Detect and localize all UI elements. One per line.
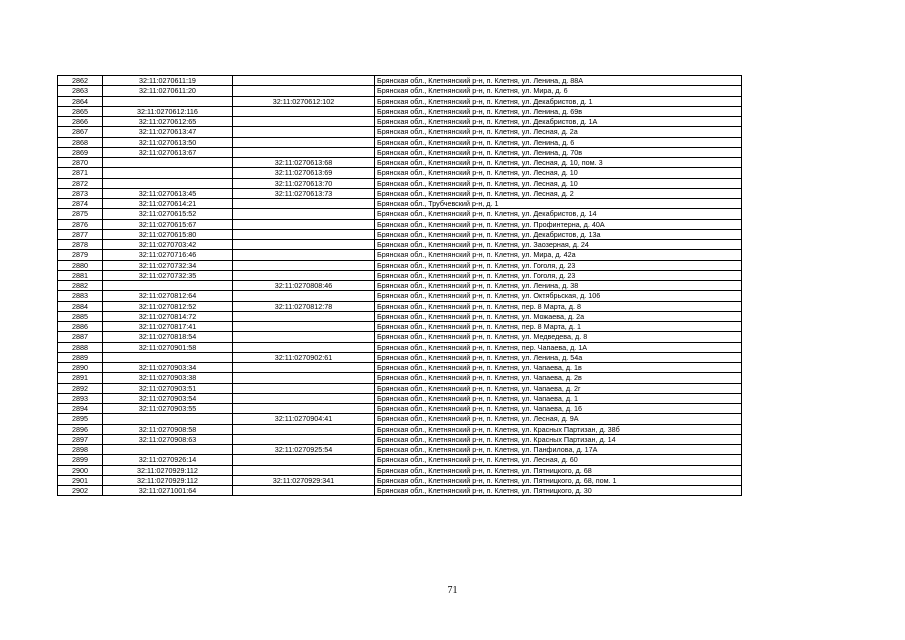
row-number-cell: 2881 (58, 270, 103, 280)
land-cadastral-number-cell: 32:11:0270611:20 (103, 86, 233, 96)
table-row (58, 455, 742, 465)
address-cell: Брянская обл., Клетнянский р-н, п. Клетня, пер. Чапаева, д. 1А (375, 342, 742, 352)
land-cadastral-number-cell: 32:11:0270903:55 (103, 404, 233, 414)
object-cadastral-number-cell: 32:11:0270613:73 (233, 188, 375, 198)
address-cell: Брянская обл., Клетнянский р-н, п. Клетня, ул. Декабристов, д. 1А (375, 117, 742, 127)
address-cell: Брянская обл., Клетнянский р-н, п. Клетня, ул. Красных Партизан, д. 38б (375, 424, 742, 434)
land-cadastral-number-cell: 32:11:0270814:72 (103, 311, 233, 321)
address-cell: Брянская обл., Клетнянский р-н, п. Клетня, ул. Чапаева, д. 1в (375, 363, 742, 373)
address-cell: Брянская обл., Клетнянский р-н, п. Клетня, пер. 8 Марта, д. 1 (375, 322, 742, 332)
row-number-cell: 2876 (58, 219, 103, 229)
row-number-cell: 2896 (58, 424, 103, 434)
land-cadastral-number-cell: 32:11:0270613:50 (103, 137, 233, 147)
object-cadastral-number-cell (233, 332, 375, 342)
address-cell: Брянская обл., Клетнянский р-н, п. Клетня, ул. Чапаева, д. 1 (375, 393, 742, 403)
row-number-cell: 2875 (58, 209, 103, 219)
row-number-cell: 2889 (58, 352, 103, 362)
land-cadastral-number-cell: 32:11:0270613:67 (103, 147, 233, 157)
table-row (58, 240, 742, 250)
table-row (58, 311, 742, 321)
object-cadastral-number-cell: 32:11:0270612:102 (233, 96, 375, 106)
land-cadastral-number-cell: 32:11:0270812:64 (103, 291, 233, 301)
address-cell: Брянская обл., Клетнянский р-н, п. Клетня, ул. Ленина, д. 88А (375, 76, 742, 86)
object-cadastral-number-cell (233, 404, 375, 414)
object-cadastral-number-cell (233, 137, 375, 147)
object-cadastral-number-cell (233, 311, 375, 321)
table-row (58, 250, 742, 260)
land-cadastral-number-cell: 32:11:0270817:41 (103, 322, 233, 332)
address-cell: Брянская обл., Клетнянский р-н, п. Клетня, ул. Декабристов, д. 1 (375, 96, 742, 106)
table-row (58, 465, 742, 475)
row-number-cell: 2898 (58, 445, 103, 455)
row-number-cell: 2872 (58, 178, 103, 188)
table-row (58, 445, 742, 455)
object-cadastral-number-cell (233, 106, 375, 116)
row-number-cell: 2890 (58, 363, 103, 373)
registry-table-body (58, 76, 742, 496)
address-cell: Брянская обл., Клетнянский р-н, п. Клетня, ул. Гоголя, д. 23 (375, 270, 742, 280)
row-number-cell: 2885 (58, 311, 103, 321)
object-cadastral-number-cell (233, 486, 375, 496)
address-cell: Брянская обл., Клетнянский р-н, п. Клетня, ул. Профинтерна, д. 40А (375, 219, 742, 229)
table-row (58, 199, 742, 209)
address-cell: Брянская обл., Клетнянский р-н, п. Клетня, ул. Лесная, д. 10 (375, 168, 742, 178)
table-row (58, 414, 742, 424)
table-row (58, 352, 742, 362)
table-row (58, 363, 742, 373)
object-cadastral-number-cell (233, 424, 375, 434)
address-cell: Брянская обл., Клетнянский р-н, п. Клетня, ул. Гоголя, д. 23 (375, 260, 742, 270)
table-row (58, 393, 742, 403)
row-number-cell: 2874 (58, 199, 103, 209)
land-cadastral-number-cell: 32:11:0271001:64 (103, 486, 233, 496)
address-cell: Брянская обл., Клетнянский р-н, п. Клетня, ул. Чапаева, д. 2в (375, 373, 742, 383)
land-cadastral-number-cell: 32:11:0270903:54 (103, 393, 233, 403)
table-row (58, 475, 742, 485)
object-cadastral-number-cell (233, 434, 375, 444)
row-number-cell: 2865 (58, 106, 103, 116)
object-cadastral-number-cell (233, 76, 375, 86)
land-cadastral-number-cell (103, 445, 233, 455)
table-row (58, 168, 742, 178)
table-row (58, 322, 742, 332)
row-number-cell: 2893 (58, 393, 103, 403)
land-cadastral-number-cell (103, 352, 233, 362)
object-cadastral-number-cell (233, 250, 375, 260)
land-cadastral-number-cell: 32:11:0270929:112 (103, 475, 233, 485)
table-row (58, 342, 742, 352)
land-cadastral-number-cell: 32:11:0270903:38 (103, 373, 233, 383)
object-cadastral-number-cell (233, 117, 375, 127)
table-row (58, 486, 742, 496)
land-cadastral-number-cell (103, 158, 233, 168)
land-cadastral-number-cell (103, 281, 233, 291)
address-cell: Брянская обл., Клетнянский р-н, п. Клетня, ул. Октябрьская, д. 106 (375, 291, 742, 301)
object-cadastral-number-cell (233, 291, 375, 301)
row-number-cell: 2891 (58, 373, 103, 383)
address-cell: Брянская обл., Клетнянский р-н, п. Клетня, ул. Чапаева, д. 16 (375, 404, 742, 414)
land-cadastral-number-cell: 32:11:0270612:65 (103, 117, 233, 127)
object-cadastral-number-cell: 32:11:0270613:69 (233, 168, 375, 178)
table-row (58, 281, 742, 291)
table-row (58, 332, 742, 342)
table-row (58, 127, 742, 137)
object-cadastral-number-cell (233, 383, 375, 393)
object-cadastral-number-cell: 32:11:0270613:70 (233, 178, 375, 188)
row-number-cell: 2894 (58, 404, 103, 414)
address-cell: Брянская обл., Клетнянский р-н, п. Клетня, ул. Чапаева, д. 2г (375, 383, 742, 393)
row-number-cell: 2883 (58, 291, 103, 301)
address-cell: Брянская обл., Клетнянский р-н, п. Клетня, ул. Медведева, д. 8 (375, 332, 742, 342)
land-cadastral-number-cell: 32:11:0270615:80 (103, 229, 233, 239)
object-cadastral-number-cell (233, 322, 375, 332)
table-row (58, 178, 742, 188)
row-number-cell: 2873 (58, 188, 103, 198)
row-number-cell: 2868 (58, 137, 103, 147)
table-row (58, 434, 742, 444)
table-row (58, 137, 742, 147)
table-row (58, 117, 742, 127)
table-row (58, 96, 742, 106)
table-row (58, 158, 742, 168)
row-number-cell: 2878 (58, 240, 103, 250)
object-cadastral-number-cell (233, 465, 375, 475)
land-cadastral-number-cell: 32:11:0270929:112 (103, 465, 233, 475)
address-cell: Брянская обл., Трубчевский р-н, д. 1 (375, 199, 742, 209)
object-cadastral-number-cell: 32:11:0270613:68 (233, 158, 375, 168)
land-cadastral-number-cell: 32:11:0270716:46 (103, 250, 233, 260)
land-cadastral-number-cell: 32:11:0270611:19 (103, 76, 233, 86)
row-number-cell: 2870 (58, 158, 103, 168)
table-row (58, 86, 742, 96)
table-row (58, 404, 742, 414)
object-cadastral-number-cell (233, 229, 375, 239)
row-number-cell: 2866 (58, 117, 103, 127)
table-row (58, 373, 742, 383)
table-row (58, 209, 742, 219)
land-cadastral-number-cell (103, 96, 233, 106)
address-cell: Брянская обл., Клетнянский р-н, п. Клетня, ул. Ленина, д. 69в (375, 106, 742, 116)
object-cadastral-number-cell (233, 219, 375, 229)
land-cadastral-number-cell: 32:11:0270903:51 (103, 383, 233, 393)
table-row (58, 188, 742, 198)
address-cell: Брянская обл., Клетнянский р-н, п. Клетня, ул. Мира, д. 6 (375, 86, 742, 96)
row-number-cell: 2897 (58, 434, 103, 444)
table-row (58, 147, 742, 157)
address-cell: Брянская обл., Клетнянский р-н, п. Клетня, ул. Лесная, д. 10 (375, 178, 742, 188)
table-row (58, 229, 742, 239)
object-cadastral-number-cell (233, 363, 375, 373)
object-cadastral-number-cell (233, 342, 375, 352)
table-row (58, 219, 742, 229)
object-cadastral-number-cell: 32:11:0270812:78 (233, 301, 375, 311)
land-cadastral-number-cell: 32:11:0270903:34 (103, 363, 233, 373)
address-cell: Брянская обл., Клетнянский р-н, п. Клетня, ул. Пятницкого, д. 68, пом. 1 (375, 475, 742, 485)
object-cadastral-number-cell: 32:11:0270929:341 (233, 475, 375, 485)
land-cadastral-number-cell: 32:11:0270614:21 (103, 199, 233, 209)
object-cadastral-number-cell (233, 260, 375, 270)
row-number-cell: 2886 (58, 322, 103, 332)
table-row (58, 301, 742, 311)
row-number-cell: 2869 (58, 147, 103, 157)
row-number-cell: 2895 (58, 414, 103, 424)
table-row (58, 106, 742, 116)
row-number-cell: 2900 (58, 465, 103, 475)
object-cadastral-number-cell (233, 127, 375, 137)
address-cell: Брянская обл., Клетнянский р-н, п. Клетня, ул. Декабристов, д. 14 (375, 209, 742, 219)
row-number-cell: 2882 (58, 281, 103, 291)
address-cell: Брянская обл., Клетнянский р-н, п. Клетня, ул. Декабристов, д. 13а (375, 229, 742, 239)
address-cell: Брянская обл., Клетнянский р-н, п. Клетня, ул. Ленина, д. 54а (375, 352, 742, 362)
land-cadastral-number-cell: 32:11:0270901:58 (103, 342, 233, 352)
object-cadastral-number-cell: 32:11:0270808:46 (233, 281, 375, 291)
address-cell: Брянская обл., Клетнянский р-н, п. Клетня, ул. Лесная, д. 2а (375, 127, 742, 137)
row-number-cell: 2884 (58, 301, 103, 311)
object-cadastral-number-cell (233, 209, 375, 219)
row-number-cell: 2867 (58, 127, 103, 137)
address-cell: Брянская обл., Клетнянский р-н, п. Клетня, ул. Мира, д. 42а (375, 250, 742, 260)
address-cell: Брянская обл., Клетнянский р-н, п. Клетня, ул. Лесная, д. 2 (375, 188, 742, 198)
land-cadastral-number-cell: 32:11:0270732:34 (103, 260, 233, 270)
object-cadastral-number-cell: 32:11:0270925:54 (233, 445, 375, 455)
address-cell: Брянская обл., Клетнянский р-н, п. Клетня, пер. 8 Марта, д. 8 (375, 301, 742, 311)
table-row (58, 383, 742, 393)
land-cadastral-number-cell: 32:11:0270926:14 (103, 455, 233, 465)
object-cadastral-number-cell (233, 240, 375, 250)
row-number-cell: 2901 (58, 475, 103, 485)
object-cadastral-number-cell: 32:11:0270902:61 (233, 352, 375, 362)
object-cadastral-number-cell (233, 270, 375, 280)
land-cadastral-number-cell: 32:11:0270703:42 (103, 240, 233, 250)
land-cadastral-number-cell: 32:11:0270908:58 (103, 424, 233, 434)
object-cadastral-number-cell (233, 455, 375, 465)
object-cadastral-number-cell (233, 373, 375, 383)
row-number-cell: 2892 (58, 383, 103, 393)
table-row (58, 270, 742, 280)
address-cell: Брянская обл., Клетнянский р-н, п. Клетня, ул. Можаева, д. 2а (375, 311, 742, 321)
object-cadastral-number-cell (233, 147, 375, 157)
table-row (58, 424, 742, 434)
object-cadastral-number-cell (233, 393, 375, 403)
land-cadastral-number-cell: 32:11:0270908:63 (103, 434, 233, 444)
row-number-cell: 2862 (58, 76, 103, 86)
address-cell: Брянская обл., Клетнянский р-н, п. Клетня, ул. Лесная, д. 9А (375, 414, 742, 424)
land-cadastral-number-cell: 32:11:0270615:52 (103, 209, 233, 219)
object-cadastral-number-cell (233, 199, 375, 209)
address-cell: Брянская обл., Клетнянский р-н, п. Клетня, ул. Пятницкого, д. 30 (375, 486, 742, 496)
address-cell: Брянская обл., Клетнянский р-н, п. Клетня, ул. Заозерная, д. 24 (375, 240, 742, 250)
land-cadastral-number-cell: 32:11:0270613:45 (103, 188, 233, 198)
land-cadastral-number-cell: 32:11:0270612:116 (103, 106, 233, 116)
address-cell: Брянская обл., Клетнянский р-н, п. Клетня, ул. Лесная, д. 10, пом. 3 (375, 158, 742, 168)
land-cadastral-number-cell: 32:11:0270818:54 (103, 332, 233, 342)
address-cell: Брянская обл., Клетнянский р-н, п. Клетня, ул. Красных Партизан, д. 14 (375, 434, 742, 444)
row-number-cell: 2880 (58, 260, 103, 270)
row-number-cell: 2899 (58, 455, 103, 465)
row-number-cell: 2879 (58, 250, 103, 260)
row-number-cell: 2902 (58, 486, 103, 496)
address-cell: Брянская обл., Клетнянский р-н, п. Клетня, ул. Пятницкого, д. 68 (375, 465, 742, 475)
address-cell: Брянская обл., Клетнянский р-н, п. Клетня, ул. Ленина, д. 38 (375, 281, 742, 291)
row-number-cell: 2871 (58, 168, 103, 178)
row-number-cell: 2888 (58, 342, 103, 352)
address-cell: Брянская обл., Клетнянский р-н, п. Клетня, ул. Ленина, д. 70в (375, 147, 742, 157)
land-cadastral-number-cell (103, 178, 233, 188)
table-row (58, 76, 742, 86)
table-row (58, 291, 742, 301)
land-cadastral-number-cell: 32:11:0270613:47 (103, 127, 233, 137)
address-cell: Брянская обл., Клетнянский р-н, п. Клетня, ул. Лесная, д. 60 (375, 455, 742, 465)
land-cadastral-number-cell: 32:11:0270615:67 (103, 219, 233, 229)
registry-table (57, 75, 742, 496)
row-number-cell: 2863 (58, 86, 103, 96)
row-number-cell: 2864 (58, 96, 103, 106)
row-number-cell: 2877 (58, 229, 103, 239)
table-row (58, 260, 742, 270)
object-cadastral-number-cell: 32:11:0270904:41 (233, 414, 375, 424)
page-number: 71 (447, 585, 458, 596)
object-cadastral-number-cell (233, 86, 375, 96)
land-cadastral-number-cell: 32:11:0270812:52 (103, 301, 233, 311)
land-cadastral-number-cell (103, 168, 233, 178)
address-cell: Брянская обл., Клетнянский р-н, п. Клетня, ул. Панфилова, д. 17А (375, 445, 742, 455)
land-cadastral-number-cell (103, 414, 233, 424)
address-cell: Брянская обл., Клетнянский р-н, п. Клетня, ул. Ленина, д. 6 (375, 137, 742, 147)
row-number-cell: 2887 (58, 332, 103, 342)
land-cadastral-number-cell: 32:11:0270732:35 (103, 270, 233, 280)
